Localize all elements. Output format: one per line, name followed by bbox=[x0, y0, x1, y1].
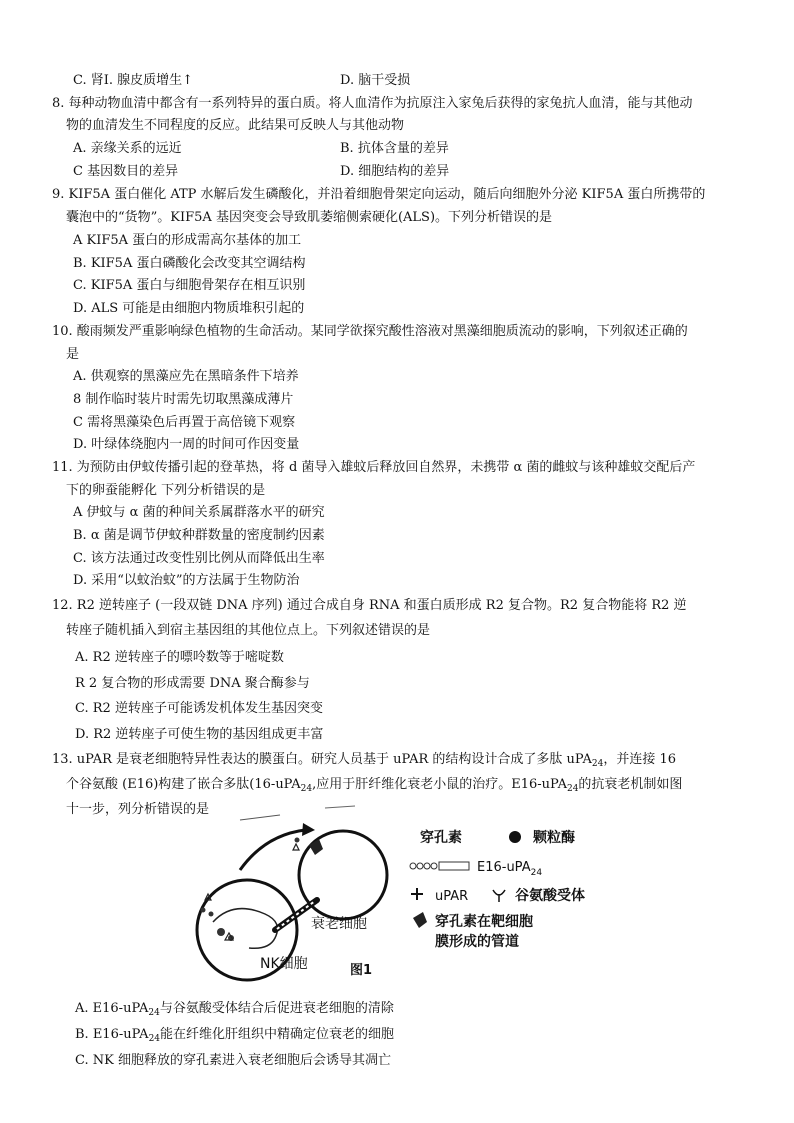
q8-option-d: D. 细胞结构的差异 bbox=[340, 164, 450, 179]
figure-1-diagram bbox=[185, 790, 635, 1000]
subscript-24: 24 bbox=[148, 1034, 161, 1044]
channel-legend-icon bbox=[413, 912, 427, 928]
legend-channel-label-1: 穿孔素在靶细胞 bbox=[435, 914, 533, 930]
legend-e16-subscript: 24 bbox=[530, 868, 543, 878]
q10-option-c: C 需将黑藻染色后再置于高倍镜下观察 bbox=[73, 415, 296, 430]
subscript-24: 24 bbox=[300, 784, 313, 794]
q10-option-b: 8 制作临时装片时需先切取黑藻成薄片 bbox=[73, 392, 294, 407]
q9-stem-cont: 囊泡中的“货物”。KIF5A 基因突变会导致肌萎缩侧索硬化(ALS)。下列分析错误的是 bbox=[66, 210, 553, 225]
q11-stem: 11. 为预防由伊蚊传播引起的登革热，将 d 菌导入雄蚊后释放回自然界，未携带 α 菌的雌蚊与该种雄蚊交配后产 bbox=[52, 460, 696, 475]
q8-option-a: A. 亲缘关系的远近 bbox=[73, 141, 182, 156]
q13-option-b-part: B. E16-uPA bbox=[75, 1027, 149, 1042]
q13-stem-cont2: 十一步，列分析错误的是 bbox=[66, 802, 210, 817]
q10-stem: 10. 酸雨频发严重影响绿色植物的生命活动。某同学欲探究酸性溶液对黑藻细胞质流动的影响，下列叙述正确的 bbox=[52, 324, 688, 339]
q10-option-a: A. 供观察的黑藻应先在黑暗条件下培养 bbox=[73, 369, 299, 384]
perforin-channel-icon bbox=[309, 839, 323, 855]
q11-option-c: C. 该方法通过改变性别比例从而降低出生率 bbox=[73, 551, 325, 566]
q12-stem: 12. R2 逆转座子 (一段双链 DNA 序列) 通过合成自身 RNA 和蛋白质形成 R2 复合物。R2 复合物能将 R2 逆 bbox=[52, 598, 687, 613]
granzyme-dot bbox=[295, 838, 300, 843]
subscript-24: 24 bbox=[566, 784, 579, 794]
legend-upar-label: uPAR bbox=[435, 889, 469, 904]
q13-stem-part: 的抗衰老机制如图 bbox=[578, 777, 683, 792]
granzyme-dot bbox=[201, 908, 206, 913]
q8-stem: 8. 每种动物血清中都含有一系列特异的蛋白质。将人血清作为抗原注入家兔后获得的家兔抗人血清，能与其他动 bbox=[52, 96, 693, 111]
granzyme-dot bbox=[217, 928, 225, 936]
q13-stem-part: 13. uPAR 是衰老细胞特异性表达的膜蛋白。研究人员基于 uPAR 的结构设计合成了多肽 uPA bbox=[52, 752, 592, 767]
granzyme-dot bbox=[209, 912, 214, 917]
q13-option-a bbox=[75, 1001, 394, 1017]
sketch-line bbox=[325, 806, 355, 808]
q9-option-a: A KIF5A 蛋白的形成需高尔基体的加工 bbox=[73, 233, 302, 248]
q9-stem: 9. KIF5A 蛋白催化 ATP 水解后发生磷酸化，并沿着细胞骨架定向运动，随后向细胞外分泌 KIF5A 蛋白所携带的 bbox=[52, 187, 706, 202]
figure-label: 图1 bbox=[350, 963, 373, 978]
q8-option-c: C 基因数目的差异 bbox=[73, 164, 179, 179]
q9-option-b: B. KIF5A 蛋白磷酸化会改变其空调结构 bbox=[73, 256, 306, 271]
q12-option-a: A. R2 逆转座子的嘌呤数等于嘧啶数 bbox=[75, 650, 284, 665]
legend-e16-text: E16-uPA bbox=[477, 860, 531, 875]
q11-option-b: B. α 菌是调节伊蚊种群数量的密度制约因素 bbox=[73, 528, 325, 543]
q13-option-c: C. NK 细胞释放的穿孔素进入衰老细胞后会诱导其凋亡 bbox=[75, 1053, 391, 1068]
q8-stem-cont: 物的血清发生不同程度的反应。此结果可反映人与其他动物 bbox=[66, 118, 405, 133]
granzyme-legend-icon bbox=[509, 831, 521, 843]
legend-receptor-label: 谷氨酸受体 bbox=[515, 888, 585, 904]
q9-option-d: D. ALS 可能是由细胞内物质堆积引起的 bbox=[73, 301, 305, 316]
q13-stem-part: 个谷氨酸 (E16)构建了嵌合多肽(16-uPA bbox=[66, 777, 301, 792]
legend-channel-label-2: 膜形成的管道 bbox=[435, 934, 519, 950]
q8-option-b: B. 抗体含量的差异 bbox=[340, 141, 449, 156]
q13-option-a-part: 与谷氨酸受体结合后促进衰老细胞的清除 bbox=[159, 1001, 394, 1016]
q13-option-b bbox=[75, 1027, 394, 1043]
q12-option-d: D. R2 逆转座子可使生物的基因组成更丰富 bbox=[75, 727, 324, 742]
q11-option-a: A 伊蚊与 α 菌的种间关系属群落水平的研究 bbox=[73, 505, 325, 520]
senescent-cell-label: 衰老细胞 bbox=[311, 916, 367, 932]
q12-stem-cont: 转座子随机插入到宿主基因组的其他位点上。下列叙述错误的是 bbox=[66, 623, 431, 638]
q7-option-c: C. 肾Ⅰ. 腺皮质增生↑ bbox=[73, 73, 194, 88]
q7-option-d: D. 脑干受损 bbox=[340, 73, 411, 88]
arrow-head-icon bbox=[302, 823, 315, 836]
e16-legend-icon bbox=[410, 862, 469, 870]
glutamate-receptor-legend-icon bbox=[493, 890, 505, 902]
q10-stem-cont: 是 bbox=[66, 347, 80, 362]
legend-perforin-label: 穿孔素 bbox=[420, 830, 462, 846]
subscript-24: 24 bbox=[591, 759, 604, 769]
q13-stem-part: ，并连接 16 bbox=[603, 752, 676, 767]
perforin-triangle bbox=[293, 844, 299, 850]
q13-option-a-part: A. E16-uPA bbox=[75, 1001, 149, 1016]
sketch-line bbox=[240, 815, 280, 820]
nk-cell-label: NK细胞 bbox=[260, 956, 308, 972]
q12-option-c: C. R2 逆转座子可能诱发机体发生基因突变 bbox=[75, 701, 323, 716]
legend-granzyme-label: 颗粒酶 bbox=[533, 830, 575, 846]
q11-stem-cont: 下的卵蚕能孵化 下列分析错误的是 bbox=[66, 483, 266, 498]
subscript-24: 24 bbox=[148, 1008, 160, 1018]
upar-legend-icon bbox=[411, 888, 423, 900]
legend-e16-label bbox=[477, 860, 542, 878]
q13-stem-part: ,应用于肝纤维化衰老小鼠的治疗。E16-uPA bbox=[312, 777, 567, 792]
q10-option-d: D. 叶绿体绕胞内一周的时间可作因变量 bbox=[73, 437, 300, 452]
q13-stem bbox=[52, 752, 676, 768]
q13-option-b-part: 能在纤维化肝组织中精确定位衰老的细胞 bbox=[160, 1027, 395, 1042]
q9-option-c: C. KIF5A 蛋白与细胞骨架存在相互识别 bbox=[73, 278, 306, 293]
q11-option-d: D. 采用“以蚊治蚊”的方法属于生物防治 bbox=[73, 573, 300, 588]
q12-option-b: R 2 复合物的形成需要 DNA 聚合酶参与 bbox=[75, 676, 310, 691]
